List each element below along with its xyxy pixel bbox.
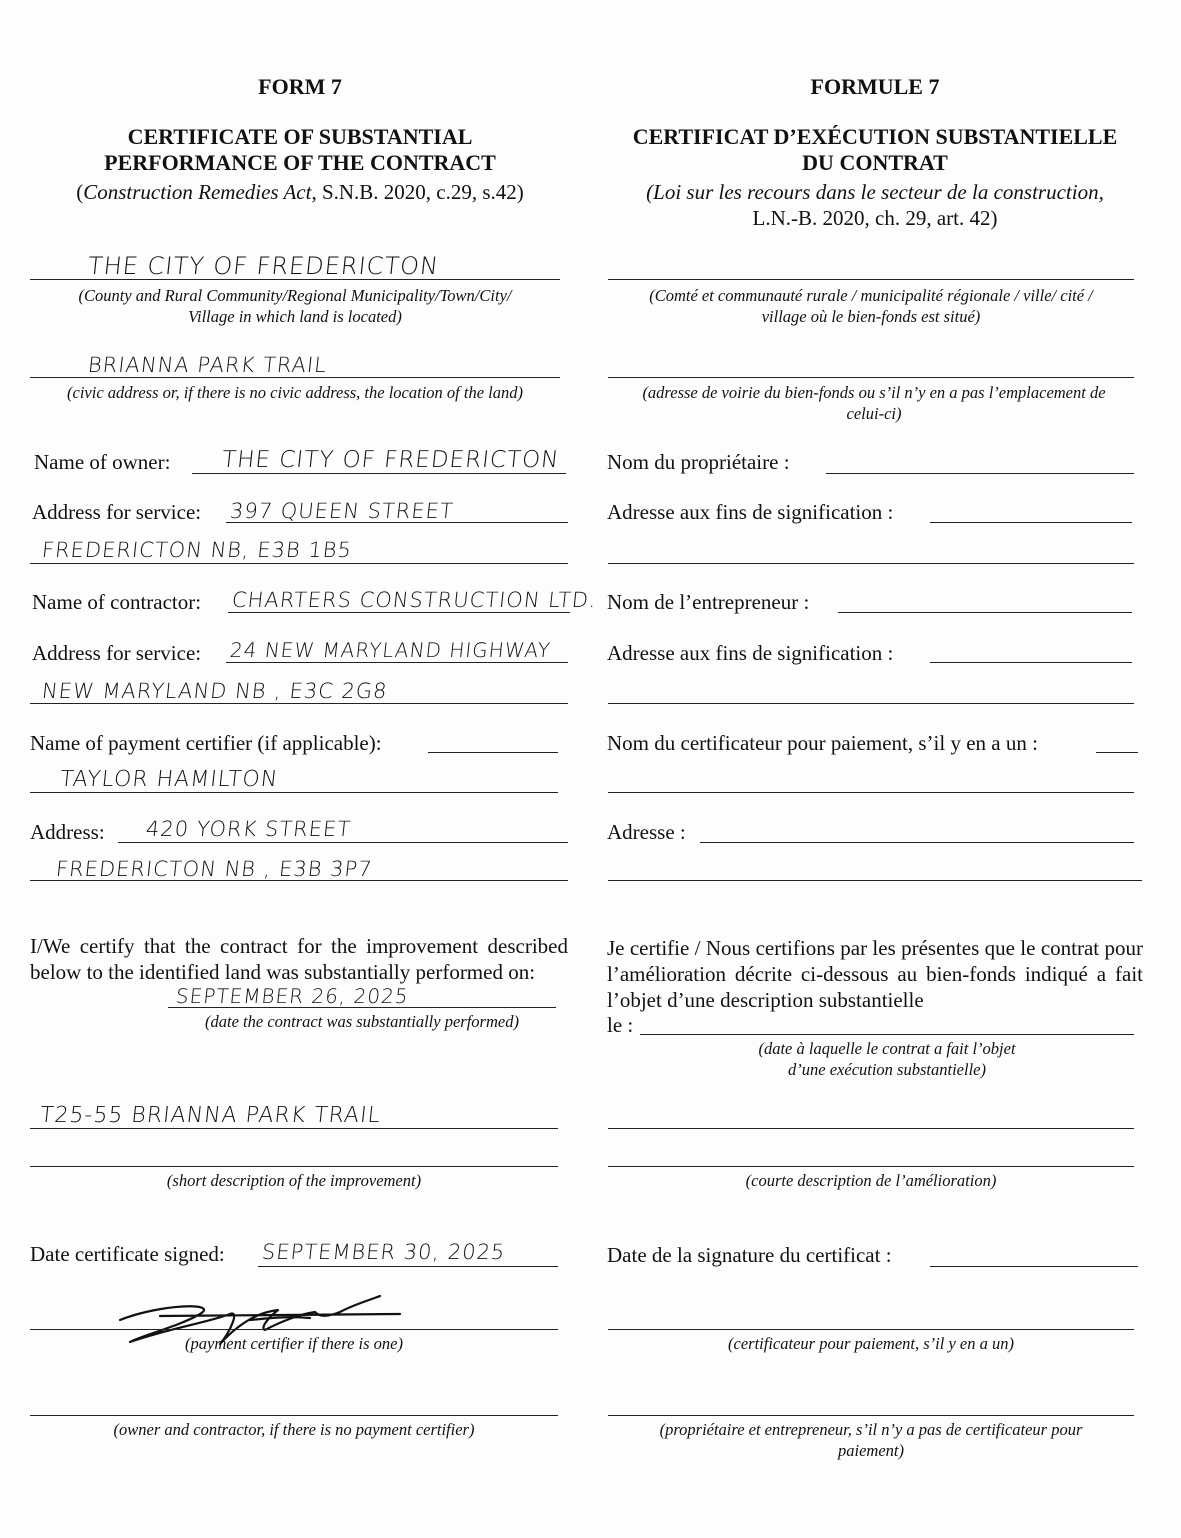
municipality-value: THE CITY OF FREDERICTON [86,252,441,280]
fr-contractor-address-line-1 [930,662,1132,663]
act-name: Construction Remedies Act [83,180,312,204]
fr-owner-signature-caption-1: (propriétaire et entrepreneur, s’il n’y a pas de certificateur pour [659,1420,1083,1439]
fr-le-label: le : [607,1013,634,1037]
fr-owner-address-line-1 [930,522,1132,523]
fr-date-signed-label: Date de la signature du certificat : [607,1243,892,1267]
contractor-address-line-1 [226,662,568,663]
date-signed-line [258,1266,558,1267]
fr-location-caption-2: celui-ci) [846,404,902,423]
certifier-line [30,792,558,793]
certifier-address-line-1 [118,842,568,843]
owner-service-label: Address for service: [32,500,202,524]
improvement-caption: (short description of the improvement) [166,1171,422,1190]
fr-contractor-line [838,612,1132,613]
municipality-caption-1: (County and Rural Community/Regional Municipality/Town/City/ [78,286,512,305]
fr-certifier-address-label: Adresse : [607,820,686,844]
improvement-line-2 [30,1166,558,1167]
certifier-address-1: 420 YORK STREET [144,817,353,841]
certifier-short-line [428,752,558,753]
fr-contractor-address-line-2 [608,703,1134,704]
contractor-address-1: 24 NEW MARYLAND HIGHWAY [228,638,553,662]
fr-owner-label: Nom du propriétaire : [607,450,790,474]
certifier-address-label: Address: [30,820,105,844]
fr-performed-date-line [640,1034,1134,1035]
owner-address-line-1 [226,522,568,523]
fr-certify-paragraph: Je certifie / Nous certifions par les présentes que le contrat pour l’amélioration décrite ci-dessous au bien-fonds indiqué a fait l’objet d’une description substantielle [607,936,1143,1012]
fr-municipality-line [608,279,1134,280]
certifier-signature-line [30,1329,558,1330]
heading-line-1: CERTIFICATE OF SUBSTANTIAL [127,124,473,149]
fr-location-line [608,377,1134,378]
fr-certifier-label: Nom du certificateur pour paiement, s’il y en a un : [607,731,1038,755]
certify-paragraph: I/We certify that the contract for the improvement described below to the identified land was substantially performed on: [30,934,568,984]
fr-certifier-short-line [1096,752,1138,753]
fr-municipality-caption-2: village où le bien-fonds est situé) [761,307,981,326]
certifier-value: TAYLOR HAMILTON [58,767,280,792]
fr-date-signed-line [930,1266,1138,1267]
owner-address-line-2 [30,563,568,564]
contractor-address-line-2 [30,703,568,704]
contractor-value: CHARTERS CONSTRUCTION LTD. [230,588,598,612]
fr-act-line-2: L.N.-B. 2020, ch. 29, art. 42) [752,206,998,230]
fr-improvement-line-2 [608,1166,1134,1167]
fr-certifier-address-line-1 [700,842,1134,843]
fr-municipality-caption-1: (Comté et communauté rurale / municipalité régionale / ville/ cité / [649,286,1093,305]
owner-address-2: FREDERICTON NB, E3B 1B5 [40,538,354,562]
municipality-line [30,279,560,280]
improvement-value: T25-55 BRIANNA PARK TRAIL [38,1103,383,1128]
fr-act-line-1: (Loi sur les recours dans le secteur de la construction, [646,180,1104,204]
performed-date-caption: (date the contract was substantially performed) [205,1012,519,1031]
fr-owner-address-line-2 [608,563,1134,564]
improvement-line-1 [30,1128,558,1129]
contractor-label: Name of contractor: [32,590,202,614]
formule-title: FORMULE 7 [810,74,940,99]
contractor-address-2: NEW MARYLAND NB , E3C 2G8 [40,679,389,703]
heading-line-2: PERFORMANCE OF THE CONTRACT [104,150,496,175]
performed-date-value: SEPTEMBER 26, 2025 [174,984,410,1008]
fr-heading-line-1: CERTIFICAT D’EXÉCUTION SUBSTANTIELLE [632,124,1118,149]
fr-owner-line [826,473,1134,474]
fr-location-caption-1: (adresse de voirie du bien-fonds ou s’il n’y en a pas l’emplacement de [642,383,1106,402]
fr-performed-date-caption-1: (date à laquelle le contrat a fait l’objet [758,1039,1016,1058]
certifier-address-line-2 [30,880,568,881]
certifier-address-2: FREDERICTON NB , E3B 3P7 [54,857,374,881]
fr-contractor-label: Nom de l’entrepreneur : [607,590,810,614]
certifier-signature-caption: (payment certifier if there is one) [185,1334,403,1353]
contractor-line [228,612,570,613]
date-signed-value: SEPTEMBER 30, 2025 [260,1240,507,1264]
fr-improvement-line-1 [608,1128,1134,1129]
fr-performed-date-caption-2: d’une exécution substantielle) [788,1060,986,1079]
owner-value: THE CITY OF FREDERICTON [220,447,561,473]
fr-owner-service-label: Adresse aux fins de signification : [607,500,894,524]
act-rest: , S.N.B. 2020, c.29, s.42) [311,180,524,204]
form-title: FORM 7 [258,74,342,99]
owner-line [192,473,566,474]
owner-label: Name of owner: [34,450,171,474]
date-signed-label: Date certificate signed: [30,1242,225,1266]
location-line [30,377,560,378]
fr-contractor-service-label: Adresse aux fins de signification : [607,641,894,665]
owner-signature-caption: (owner and contractor, if there is no payment certifier) [113,1420,475,1439]
fr-owner-signature-caption-2: paiement) [838,1441,904,1460]
performed-date-line [168,1007,556,1008]
municipality-caption-2: Village in which land is located) [188,307,402,326]
contractor-service-label: Address for service: [32,641,202,665]
fr-improvement-caption: (courte description de l’amélioration) [745,1171,997,1190]
fr-owner-signature-line [608,1415,1134,1416]
act-citation [30,180,570,205]
owner-signature-line [30,1415,558,1416]
fr-heading-line-2: DU CONTRAT [802,150,948,175]
fr-certifier-signature-caption: (certificateur pour paiement, s’il y en a un) [728,1334,1014,1353]
certifier-label: Name of payment certifier (if applicable): [30,731,382,755]
fr-certifier-line [608,792,1134,793]
owner-address-1: 397 QUEEN STREET [228,499,455,523]
act-open: ( [76,180,84,204]
fr-certifier-signature-line [608,1329,1134,1330]
location-caption: (civic address or, if there is no civic address, the location of the land) [67,383,523,402]
location-value: BRIANNA PARK TRAIL [86,353,329,377]
fr-certifier-address-line-2 [608,880,1142,881]
